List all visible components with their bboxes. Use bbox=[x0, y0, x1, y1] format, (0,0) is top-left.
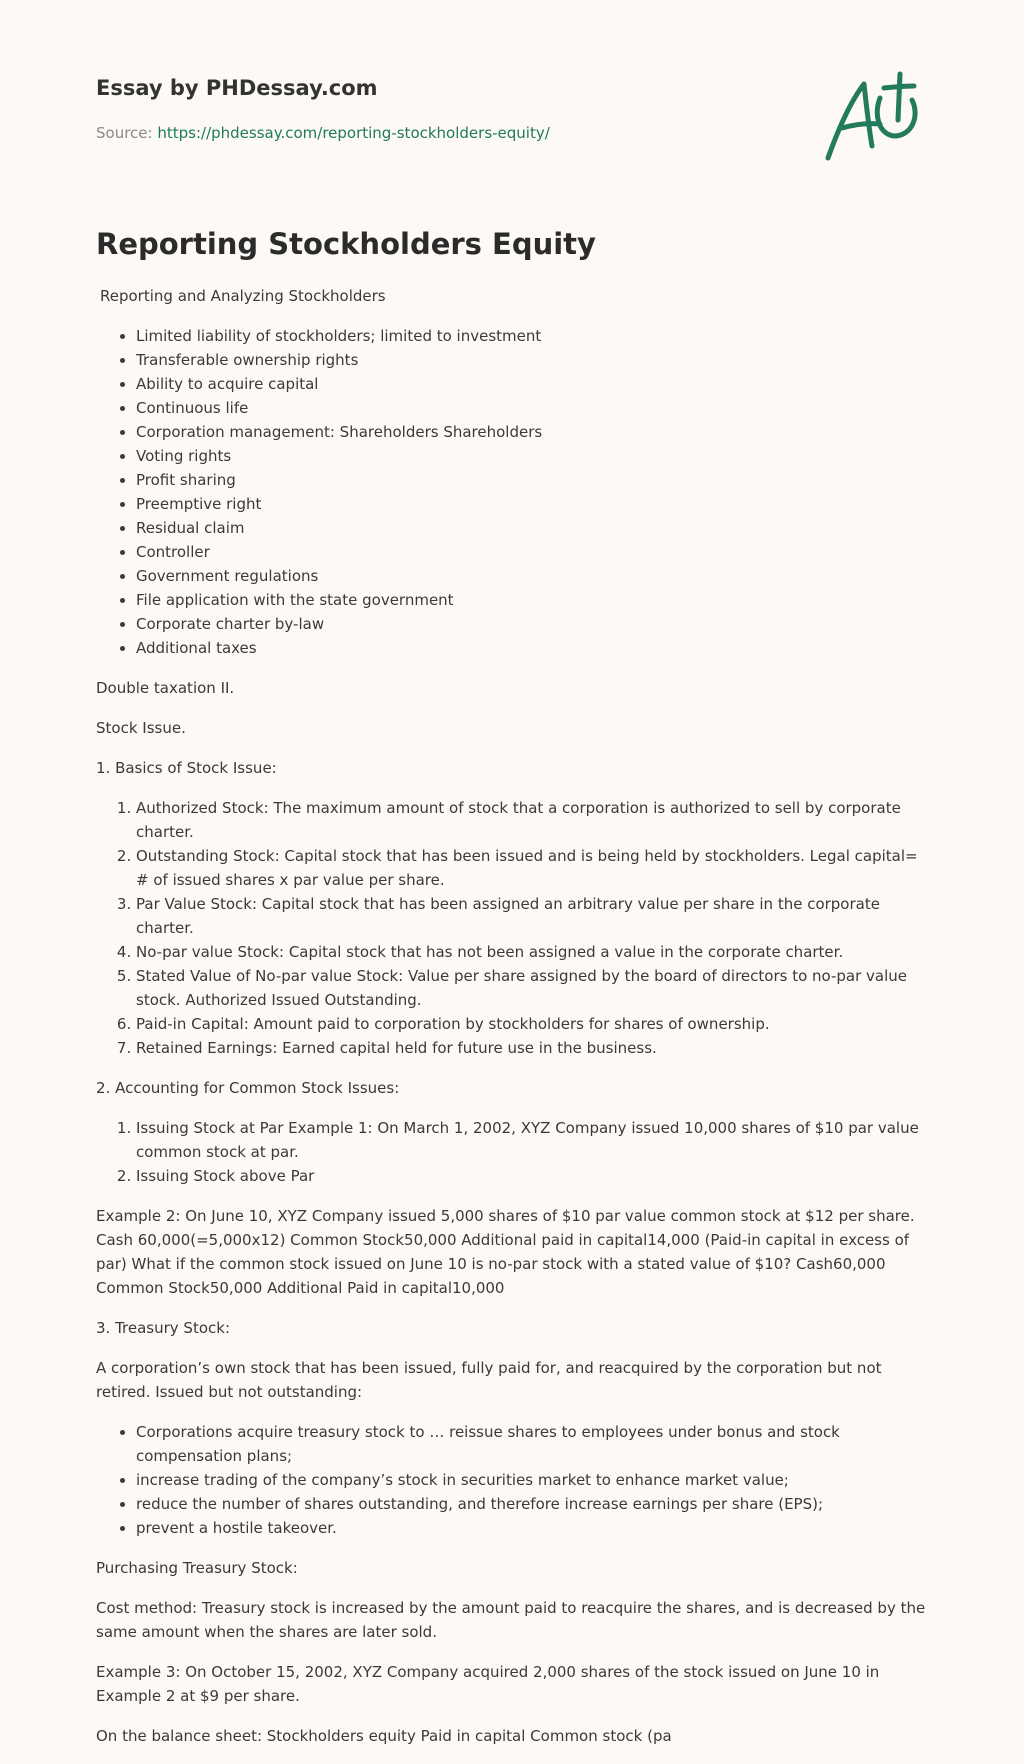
list-item: 2. Issuing Stock above Par bbox=[136, 1164, 932, 1188]
features-list bbox=[96, 324, 932, 660]
paragraph-example-2: Example 2: On June 10, XYZ Company issued 5,000 shares of $10 par value common stock at $12 per share. Cash 60,000(=5,000x12) Common Stock50,000 Additional paid in capital14,000 (Paid-in capital in excess of par) What if the common stock issued on June 10 is no-par stock with a stated value of $10? Cash60,000 Common Stock50,000 Additional Paid in capital10,000 bbox=[96, 1207, 915, 1297]
list-item: 1. Authorized Stock: The maximum amount of stock that a corporation is authorized to sell by corporate charter. bbox=[136, 796, 932, 844]
article bbox=[96, 222, 932, 1764]
list-item: • Transferable ownership rights bbox=[136, 348, 932, 372]
treasury-list bbox=[96, 1420, 932, 1540]
list-item: 4. No-par value Stock: Capital stock that has not been assigned a value in the corporate charter. bbox=[136, 940, 932, 964]
list-item: • Preemptive right bbox=[136, 492, 932, 516]
paragraph-cost-method: Cost method: Treasury stock is increased by the amount paid to reacquire the shares, and is decreased by the same amount when the shares are later sold. bbox=[96, 1599, 926, 1641]
list-item: 3. Par Value Stock: Capital stock that has been assigned an arbitrary value per share in the corporate charter. bbox=[136, 892, 932, 940]
list-item: • Profit sharing bbox=[136, 468, 932, 492]
list-item: • reduce the number of shares outstanding, and therefore increase earnings per share (EPS); bbox=[136, 1492, 932, 1516]
source-label: Source: bbox=[96, 124, 153, 142]
paragraph-purchasing: Purchasing Treasury Stock: bbox=[96, 1559, 298, 1577]
list-item: 6. Paid-in Capital: Amount paid to corporation by stockholders for shares of ownership. bbox=[136, 1012, 932, 1036]
list-item: • Controller bbox=[136, 540, 932, 564]
list-item: • Corporation management: Shareholders Shareholders bbox=[136, 420, 932, 444]
list-item: • Ability to acquire capital bbox=[136, 372, 932, 396]
accounting-list bbox=[96, 1116, 932, 1188]
list-item: 2. Outstanding Stock: Capital stock that has been issued and is being held by stockholders. Legal capital= # of issued shares x par value per share. bbox=[136, 844, 932, 892]
list-item: • Continuous life bbox=[136, 396, 932, 420]
list-item: 7. Retained Earnings: Earned capital held for future use in the business. bbox=[136, 1036, 932, 1060]
section-heading-treasury: 3. Treasury Stock: bbox=[96, 1319, 230, 1337]
a-plus-logo-icon bbox=[820, 68, 932, 164]
paragraph-example-3: Example 3: On October 15, 2002, XYZ Company acquired 2,000 shares of the stock issued on June 10 in Example 2 at $9 per share. bbox=[96, 1663, 880, 1705]
list-item: • Voting rights bbox=[136, 444, 932, 468]
list-item: • Government regulations bbox=[136, 564, 932, 588]
list-item: • File application with the state government bbox=[136, 588, 932, 612]
site-title: Essay by PHDessay.com bbox=[96, 76, 378, 100]
list-item: • Additional taxes bbox=[136, 636, 932, 660]
list-item: • Corporations acquire treasury stock to … reissue shares to employees under bonus and stock compensation plans; bbox=[136, 1420, 932, 1468]
list-item: 5. Stated Value of No-par value Stock: Value per share assigned by the board of directors to no-par value stock. Authorized Issued Outstanding. bbox=[136, 964, 932, 1012]
list-item: • Residual claim bbox=[136, 516, 932, 540]
paragraph-double-taxation: Double taxation II. bbox=[96, 679, 235, 697]
list-item: 1. Issuing Stock at Par Example 1: On March 1, 2002, XYZ Company issued 10,000 shares of $10 par value common stock at par. bbox=[136, 1116, 932, 1164]
paragraph-balance-sheet: On the balance sheet: Stockholders equity Paid in capital Common stock (pa bbox=[96, 1727, 672, 1745]
basics-list bbox=[96, 796, 932, 1060]
paragraph-treasury-definition: A corporation’s own stock that has been issued, fully paid for, and reacquired by the corporation but not retired. Issued but not outstanding: bbox=[96, 1359, 882, 1401]
list-item: • prevent a hostile takeover. bbox=[136, 1516, 932, 1540]
list-item: • Corporate charter by-law bbox=[136, 612, 932, 636]
source-line bbox=[96, 121, 550, 145]
section-heading-accounting: 2. Accounting for Common Stock Issues: bbox=[96, 1079, 400, 1097]
section-heading-basics: 1. Basics of Stock Issue: bbox=[96, 759, 277, 777]
paragraph-stock-issue: Stock Issue. bbox=[96, 719, 186, 737]
source-link[interactable]: https://phdessay.com/reporting-stockholders-equity/ bbox=[157, 124, 550, 142]
intro-paragraph: Reporting and Analyzing Stockholders bbox=[100, 287, 386, 305]
list-item: • Limited liability of stockholders; limited to investment bbox=[136, 324, 932, 348]
list-item: • increase trading of the company’s stock in securities market to enhance market value; bbox=[136, 1468, 932, 1492]
article-title: Reporting Stockholders Equity bbox=[96, 227, 596, 261]
